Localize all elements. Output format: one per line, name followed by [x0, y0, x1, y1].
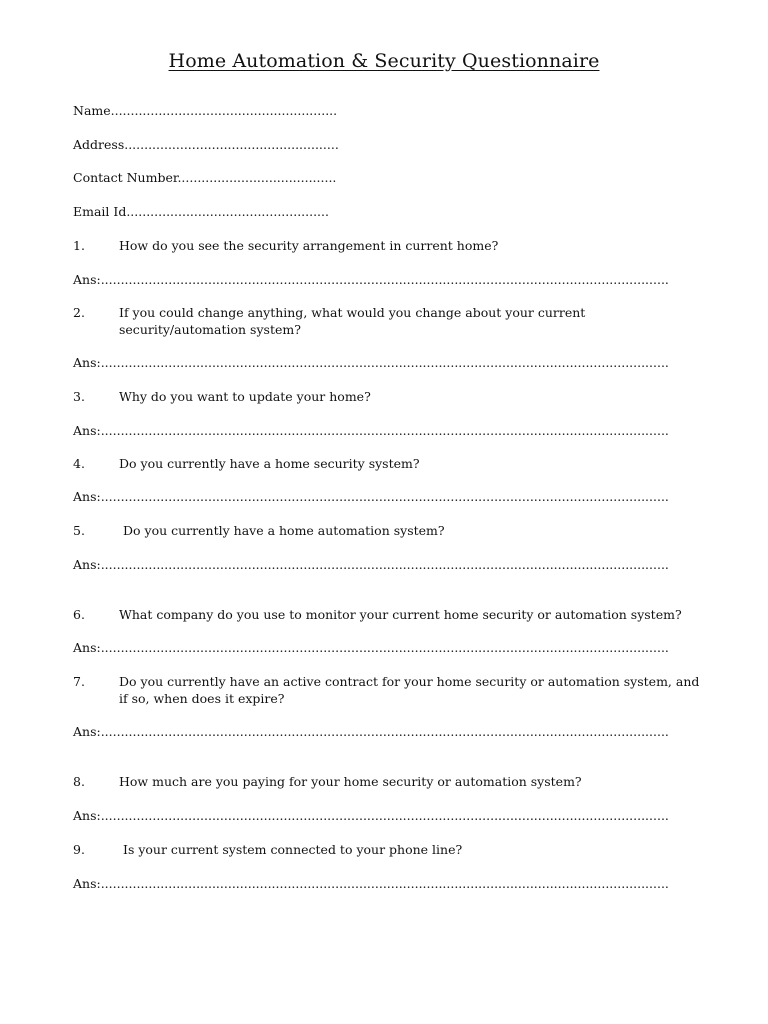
answer-line: Ans:...............................................................................................................................................: [73, 808, 669, 823]
name-field: Name.........................................................: [73, 103, 338, 118]
answer-line: Ans:...............................................................................................................................................: [73, 724, 669, 739]
answer-line: Ans:...............................................................................................................................................: [73, 423, 669, 438]
question-text: if so, when does it expire?: [119, 691, 285, 706]
email-field: Email Id...................................................: [73, 204, 329, 219]
contact-number-field: Contact Number........................................: [73, 170, 337, 185]
question-text: Do you currently have a home security system?: [119, 456, 420, 471]
question-number: 3.: [73, 389, 85, 404]
question-text: security/automation system?: [119, 322, 301, 337]
question-text: Is your current system connected to your phone line?: [123, 842, 463, 857]
question-text: Do you currently have an active contract for your home security or automation system, and: [119, 674, 700, 689]
answer-line: Ans:...............................................................................................................................................: [73, 489, 669, 504]
answer-line: Ans:...............................................................................................................................................: [73, 557, 669, 572]
question-number: 6.: [73, 607, 85, 622]
question-text: How do you see the security arrangement in current home?: [119, 238, 499, 253]
answer-line: Ans:...............................................................................................................................................: [73, 876, 669, 891]
question-text: Do you currently have a home automation system?: [123, 523, 445, 538]
question-text: Why do you want to update your home?: [119, 389, 371, 404]
question-number: 9.: [73, 842, 85, 857]
question-number: 1.: [73, 238, 85, 253]
question-number: 5.: [73, 523, 85, 538]
question-number: 4.: [73, 456, 85, 471]
question-number: 7.: [73, 674, 85, 689]
page-title: Home Automation & Security Questionnaire: [168, 50, 600, 72]
question-text: If you could change anything, what would you change about your current: [119, 305, 586, 320]
question-text: How much are you paying for your home security or automation system?: [119, 774, 582, 789]
question-number: 8.: [73, 774, 85, 789]
answer-line: Ans:...............................................................................................................................................: [73, 640, 669, 655]
question-number: 2.: [73, 305, 85, 320]
answer-line: Ans:...............................................................................................................................................: [73, 272, 669, 287]
address-field: Address......................................................: [73, 137, 339, 152]
answer-line: Ans:...............................................................................................................................................: [73, 355, 669, 370]
question-text: What company do you use to monitor your current home security or automation system?: [119, 607, 682, 622]
